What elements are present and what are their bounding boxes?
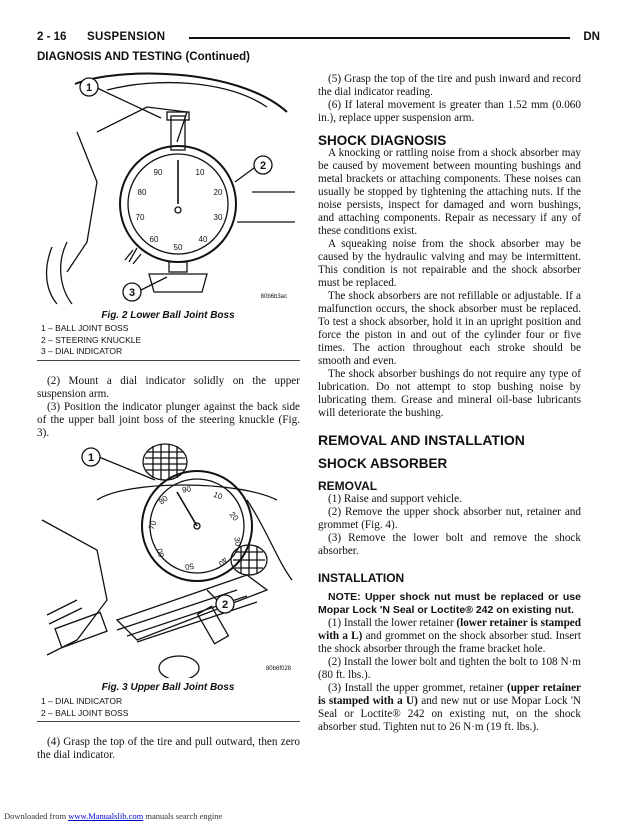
text-run: and new nut or use Mopar Lock 'N Seal or Loctite® 242 on existing nut, on the shock absorber stud. Tighten nut to 26 N·m (19 ft. lbs.). — [318, 695, 581, 733]
fig2-dial-80: 80 — [137, 188, 147, 197]
installation-note: NOTE: Upper shock nut must be replaced or use Mopar Lock 'N Seal or Loctite® 242 on existing nut. — [318, 591, 581, 616]
fig3-illustration — [37, 440, 299, 678]
paragraph: (2) Install the lower bolt and tighten the bolt to 108 N·m (80 ft. lbs.). — [318, 656, 581, 681]
fig2-legend-item: 2 – STEERING KNUCKLE — [41, 334, 142, 345]
paragraph: (2) Mount a dial indicator solidly on the upper suspension arm. — [37, 375, 300, 400]
paragraph: The shock absorbers are not refillable or adjustable. If a malfunction occurs, the shock absorber must be replaced. To test a shock absorber, hold it in an upright position and force the piston in and out of the cylinder four or five times. The action throughout each stroke should be smooth and even. — [318, 290, 581, 367]
fig2-dial-10: 10 — [195, 168, 205, 177]
paragraph — [318, 682, 581, 734]
fig3-caption: Fig. 3 Upper Ball Joint Boss — [101, 682, 235, 693]
header-rule — [189, 37, 570, 39]
footer-suffix: manuals search engine — [143, 811, 223, 821]
footer — [4, 811, 222, 821]
fig2-caption: Fig. 2 Lower Ball Joint Boss — [101, 310, 235, 321]
fig3-dial-10: 10 — [212, 489, 224, 502]
section-title: SUSPENSION — [87, 31, 166, 43]
paragraph: (2) Remove the upper shock absorber nut, retainer and grommet (Fig. 4). — [318, 506, 581, 531]
paragraph: The shock absorber bushings do not require any type of lubrication. Do not attempt to stop bushing noise by lubricating them. Grease and mineral oil-base lubricants will deteriorate the bushing. — [318, 368, 581, 419]
removal-heading: REMOVAL — [318, 479, 378, 493]
bold-run: (lower retainer is stamped with a L) — [318, 617, 581, 642]
fig2-dial-50: 50 — [173, 243, 183, 252]
paragraph: (5) Grasp the top of the tire and push inward and record the dial indicator reading. — [318, 73, 581, 98]
paragraph: (3) Remove the lower bolt and remove the shock absorber. — [318, 532, 581, 557]
fig3-legend-item: 2 – BALL JOINT BOSS — [41, 707, 129, 718]
fig2-callout-3: 3 — [128, 287, 136, 299]
paragraph: (1) Raise and support vehicle. — [328, 493, 462, 505]
fig3-dial-90: 90 — [181, 484, 192, 495]
fig3-callout-1: 1 — [87, 452, 95, 464]
paragraph: (6) If lateral movement is greater than 1.52 mm (0.060 in.), replace upper suspension arm. — [318, 99, 581, 124]
fig3-dial-80: 80 — [157, 493, 170, 507]
fig3-dial-40: 40 — [216, 555, 230, 568]
fig3-dial-20: 20 — [227, 510, 241, 523]
fig3-dial-60: 60 — [154, 547, 167, 559]
paragraph: (3) Position the indicator plunger against the back side of the upper ball joint boss of the steering knuckle (Fig. 3). — [37, 401, 300, 439]
paragraph: A knocking or rattling noise from a shock absorber may be caused by movement between mounting bushings and metal brackets or attaching components. These noises can usually be stopped by tightening the attaching nuts. If the noise persists, inspect for damaged and worn bushings, and attaching components. Repair as necessary if any of these conditions exist. — [318, 147, 581, 237]
fig2-callout-1: 1 — [85, 82, 93, 94]
manualslib-link[interactable]: www.Manualslib.com — [68, 811, 144, 821]
fig2-dial-70: 70 — [135, 213, 145, 222]
fig3-legend — [41, 696, 128, 719]
shock-diagnosis-heading: SHOCK DIAGNOSIS — [318, 133, 447, 148]
fig2-callout-2: 2 — [259, 160, 267, 172]
text-run: (3) Install the upper grommet, retainer — [328, 682, 507, 694]
bold-run: (upper retainer is stamped with a U) — [318, 682, 581, 707]
installation-heading: INSTALLATION — [318, 571, 405, 585]
footer-prefix: Downloaded from — [4, 811, 69, 821]
fig3-rule — [37, 721, 300, 722]
left-text-2 — [37, 736, 300, 762]
fig2-dial-30: 30 — [213, 213, 223, 222]
continued-title: DIAGNOSIS AND TESTING (Continued) — [37, 51, 250, 63]
fig3-legend-item: 1 – DIAL INDICATOR — [41, 696, 123, 706]
fig3-callout-2: 2 — [221, 599, 229, 611]
text-run: (1) Install the lower retainer — [328, 617, 457, 629]
fig2-rule — [37, 360, 300, 361]
paragraph: A squeaking noise from the shock absorber may be caused by the hydraulic valving and may be intermittent. This condition is not repairable and the shock absorber must be replaced. — [318, 238, 581, 289]
removal-installation-heading: REMOVAL AND INSTALLATION — [318, 432, 525, 448]
fig2-legend-item: 1 – BALL JOINT BOSS — [41, 323, 129, 333]
right-column — [318, 73, 581, 734]
fig2-illustration — [37, 72, 299, 307]
fig2-dial-60: 60 — [149, 235, 159, 244]
page-header — [37, 31, 600, 45]
page-number: 2 - 16 — [37, 31, 67, 43]
fig2-legend-item: 3 – DIAL INDICATOR — [41, 346, 123, 356]
text-run: and grommet on the shock absorber stud. Insert the shock absorber through the frame bracket hole. — [318, 630, 582, 655]
fig2-code: 80b6b3ac — [260, 294, 287, 300]
model-code: DN — [583, 31, 600, 43]
fig3-dial-30: 30 — [232, 536, 243, 547]
fig2-dial-40: 40 — [198, 235, 208, 244]
paragraph — [318, 617, 581, 656]
fig3-code: 80b6f028 — [265, 666, 291, 672]
paragraph: (4) Grasp the top of the tire and pull outward, then zero the dial indicator. — [37, 736, 300, 761]
left-text-1 — [37, 375, 300, 440]
fig2-dial-90: 90 — [153, 168, 163, 177]
shock-absorber-heading: SHOCK ABSORBER — [318, 456, 448, 471]
fig3-dial-70: 70 — [146, 519, 159, 531]
fig2-legend — [41, 323, 141, 358]
fig2-dial-20: 20 — [213, 188, 223, 197]
fig3-dial-50: 50 — [184, 561, 195, 572]
